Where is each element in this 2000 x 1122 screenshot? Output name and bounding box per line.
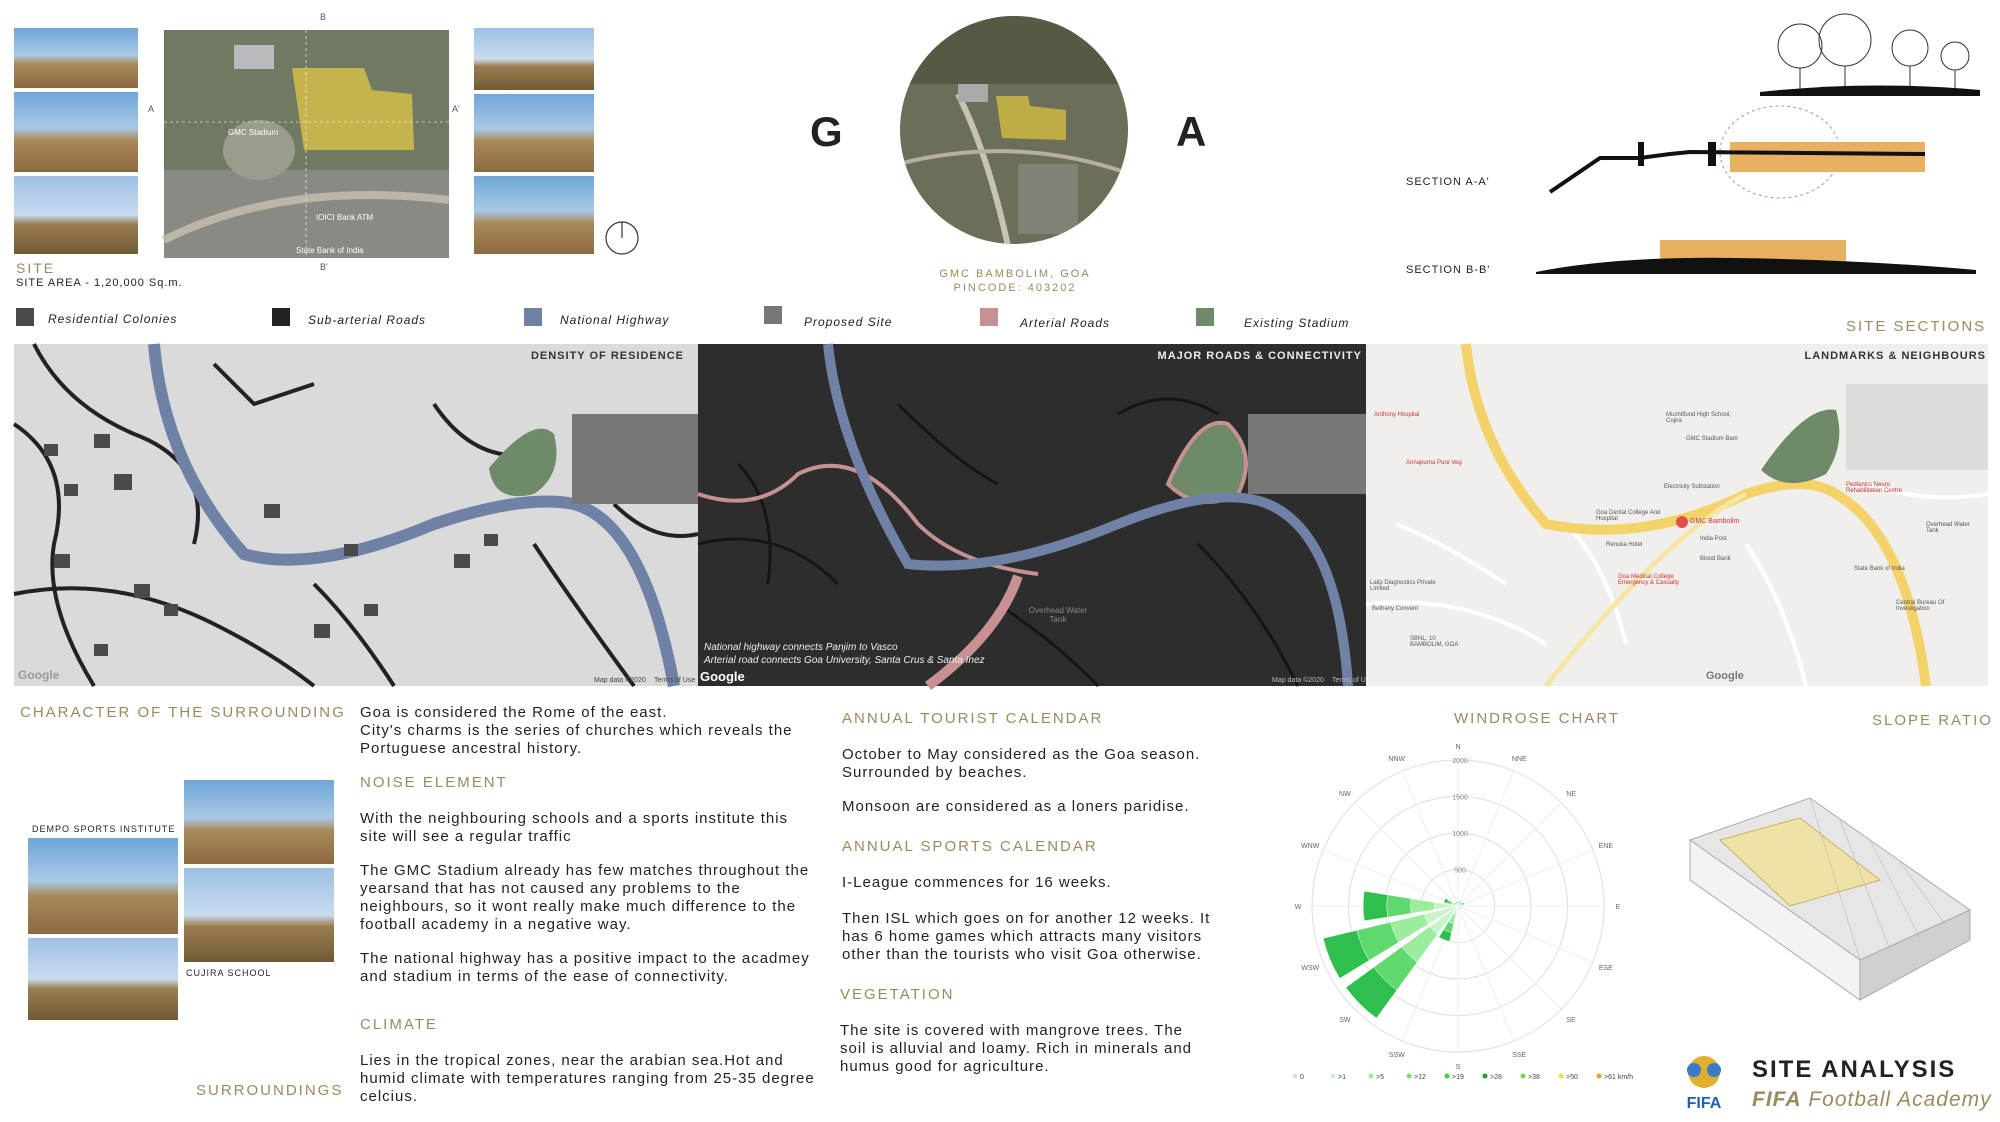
legend-label-highway: National Highway (560, 313, 670, 327)
windrose-direction-label: NW (1339, 790, 1351, 798)
intro-line-2: City's charms is the series of churches which reveals the Portuguese ancestral history. (360, 722, 793, 757)
tourist-p2: Monsoon are considered as a loners paridise. (842, 798, 1190, 815)
site-area: SITE AREA - 1,20,000 Sq.m. (16, 277, 183, 289)
site-photo-6 (474, 176, 594, 254)
brand-fifa: FIFA (1752, 1088, 1802, 1111)
landmark-bloodbank: Blood Bank (1700, 556, 1731, 562)
location-letter-a: A (1176, 108, 1207, 155)
slope-title: SLOPE RATIO (1872, 712, 1993, 729)
landmark-renuka: Renuka Hotel (1606, 542, 1643, 548)
legend-label-stadium: Existing Stadium (1244, 316, 1350, 330)
site-photo-5 (474, 94, 594, 172)
noise-p2: The GMC Stadium already has few matches throughout the yearsand that has not caused any problems to the neighbours, so it wont really make much difference to the football academy in a negative way. (360, 862, 810, 933)
landmarks-google-logo: Google (1706, 670, 1744, 682)
sports-p1: I-League commences for 16 weeks. (842, 874, 1112, 891)
windrose-legend-label: >5 (1376, 1074, 1384, 1081)
climate-p: Lies in the tropical zones, near the arabian sea.Hot and humid climate with temperatures ranging from 25-35 degree celcius. (360, 1052, 815, 1105)
legend-label-arterial: Arterial Roads (1020, 316, 1111, 330)
landmark-lalip: Lalip Diagnostics Private Limited (1370, 580, 1436, 592)
trees-sketch (1760, 14, 1980, 96)
location-pincode: PINCODE: 403202 (953, 282, 1077, 294)
windrose-legend-swatch (1445, 1074, 1450, 1079)
marker-b-bottom: B' (320, 262, 328, 272)
windrose-legend-swatch (1559, 1074, 1564, 1079)
site-photo-4 (474, 28, 594, 90)
sports-p2: Then ISL which goes on for another 12 weeks. It has 6 home games which attracts many visitors other than the tourists who visit Goa otherwise. (842, 910, 1211, 963)
landmark-school: Mushtifund High School, Cujira (1666, 412, 1732, 424)
windrose-spoke (1402, 771, 1458, 906)
section-aa-label: SECTION A-A' (1406, 176, 1490, 188)
landmark-bethany: Bethany Convent (1372, 606, 1419, 612)
windrose-direction-label: NNE (1511, 756, 1527, 764)
windrose-legend-swatch (1407, 1074, 1412, 1079)
legend-swatch-residential (16, 308, 34, 326)
landmark-sbnl: SBNL, 10 BAMBOLIM, GOA (1410, 636, 1459, 648)
legend-swatch-stadium (1196, 308, 1214, 326)
windrose-ring-label: 500 (1454, 867, 1466, 875)
windrose-spoke (1458, 906, 1561, 1009)
windrose-direction-label: SE (1566, 1017, 1576, 1025)
tourist-p1: October to May considered as the Goa season. Surrounded by beaches. (842, 746, 1201, 781)
marker-a-right: A' (452, 104, 460, 114)
satellite-label-stadium: GMC Stadium (228, 128, 279, 137)
noise-p3: The national highway has a positive impact to the acadmey and stadium in terms of the ease of connectivity. (360, 950, 810, 985)
cujira-photo-2 (184, 868, 334, 962)
windrose-direction-label: NE (1566, 790, 1577, 798)
windrose-legend-swatch (1483, 1074, 1488, 1079)
landmark-dental: Goa Dental College And Hospital (1596, 510, 1661, 522)
windrose-legend-swatch (1369, 1074, 1374, 1079)
intro-text (360, 704, 820, 758)
fifa-logo-icon (1672, 1054, 1736, 1112)
roads-google-logo: Google (700, 669, 745, 684)
surrounding-photo-3 (28, 938, 178, 1020)
site-label: SITE (16, 260, 56, 276)
section-aa-drawing (1540, 100, 1930, 200)
legend-swatch-arterial (980, 308, 998, 326)
landmark-gmc: GMC Bambolim (1690, 518, 1740, 525)
windrose-legend-swatch (1521, 1074, 1526, 1079)
location-letter-g: G (810, 108, 843, 155)
marker-b-top: B (320, 12, 327, 22)
density-map-svg (14, 344, 698, 686)
roads-caption-2: Arterial road connects Goa University, Santa Crus & Santa Inez (704, 655, 985, 666)
windrose-legend-swatch (1597, 1074, 1602, 1079)
windrose-legend-label: >19 (1452, 1074, 1464, 1081)
roads-caption-1: National highway connects Panjim to Vasco (704, 642, 898, 653)
cujira-photo-1 (184, 780, 334, 864)
section-bb-drawing (1536, 236, 1976, 278)
climate-title: CLIMATE (360, 1016, 438, 1033)
landmark-post: India Post (1700, 536, 1727, 542)
landmark-gmc-emergency: Goa Medical College Emergency & Casualty (1618, 574, 1680, 586)
landmark-substation: Electricity Substation (1664, 484, 1720, 490)
windrose-spoke (1355, 803, 1458, 906)
roads-water-tank: Overhead Water Tank (1028, 606, 1088, 624)
windrose-direction-label: WNW (1301, 842, 1320, 850)
landmark-annapurna: Annapurna Pure Veg (1406, 460, 1462, 466)
legend-label-proposed: Proposed Site (804, 315, 893, 329)
windrose-direction-label: ENE (1598, 842, 1614, 850)
surroundings-footer: SURROUNDINGS (196, 1082, 344, 1099)
surroundings-label-cujira: CUJIRA SCHOOL (186, 968, 272, 978)
density-google-logo: Google (18, 668, 60, 682)
windrose-direction-label: WSW (1301, 965, 1320, 973)
legend-label-subarterial: Sub-arterial Roads (308, 313, 427, 327)
windrose-legend-label: >38 (1528, 1074, 1540, 1081)
windrose-direction-label: W (1294, 904, 1302, 911)
density-map-title: DENSITY OF RESIDENCE (530, 350, 684, 362)
vegetation-title: VEGETATION (840, 986, 955, 1003)
fifa-logo-text: FIFA (1686, 1095, 1722, 1112)
windrose-direction-label: S (1455, 1064, 1461, 1071)
marker-a-left: A (148, 104, 155, 114)
site-satellite-map (164, 30, 449, 258)
windrose-direction-label: ESE (1598, 965, 1613, 973)
surroundings-title: CHARACTER OF THE SURROUNDING (20, 704, 346, 721)
windrose-legend-label: >1 (1338, 1074, 1346, 1081)
roads-map-title: MAJOR ROADS & CONNECTIVITY (1157, 350, 1362, 362)
site-sections-title: SITE SECTIONS (1846, 318, 1987, 335)
north-arrow-icon (604, 220, 640, 256)
density-terms: Terms of Use (654, 677, 696, 684)
windrose-direction-label: E (1615, 904, 1621, 911)
windrose-legend-label: >61 km/h (1604, 1074, 1633, 1081)
windrose-direction-label: N (1455, 744, 1461, 751)
brand-subtitle-line (1752, 1088, 1992, 1112)
windrose-title: WINDROSE CHART (1454, 710, 1621, 727)
windrose-legend-swatch (1293, 1074, 1298, 1079)
tourist-title: ANNUAL TOURIST CALENDAR (842, 710, 1104, 727)
windrose-legend-swatch (1331, 1074, 1336, 1079)
site-photo-2 (14, 92, 138, 172)
site-photo-1 (14, 28, 138, 88)
windrose-spoke (1458, 906, 1593, 962)
brand-subtitle: Football Academy (1808, 1088, 1992, 1111)
site-satellite-svg (164, 30, 449, 258)
density-credit: Map data ©2020 (594, 677, 646, 684)
landmarks-map (1366, 344, 1988, 686)
windrose-direction-label: SSE (1512, 1051, 1527, 1059)
windrose-ring-label: 2000 (1452, 758, 1468, 765)
roads-map-svg (698, 344, 1366, 686)
windrose-direction-label: SW (1339, 1017, 1351, 1025)
landmark-anthony: Anthony Hospital (1374, 412, 1420, 418)
legend-swatch-proposed (764, 306, 782, 324)
windrose-legend-label: 0 (1300, 1074, 1304, 1081)
location-circle-map (898, 14, 1130, 246)
windrose-spoke (1458, 850, 1593, 906)
density-map (14, 344, 698, 686)
roads-map (698, 344, 1366, 686)
windrose-spoke (1458, 906, 1514, 1041)
intro-line-1: Goa is considered the Rome of the east. (360, 704, 668, 721)
windrose-spoke (1458, 803, 1561, 906)
windrose-ring-label: 1000 (1452, 831, 1468, 838)
brand-title: SITE ANALYSIS (1752, 1056, 1957, 1083)
surroundings-label-dempo: DEMPO SPORTS INSTITUTE (32, 824, 176, 834)
site-photo-3 (14, 176, 138, 254)
landmark-stadium: GMC Stadium Bam (1686, 436, 1738, 442)
windrose-legend-label: >50 (1566, 1074, 1578, 1081)
landmarks-map-title: LANDMARKS & NEIGHBOURS (1804, 350, 1986, 362)
legend-swatch-subarterial (272, 308, 290, 326)
satellite-label-icici: IOICI Bank ATM (316, 213, 374, 222)
landmark-rehab: Pedianics Neuro Rehabilitation Centre (1846, 482, 1903, 494)
dempo-photo (28, 838, 178, 934)
windrose-legend-label: >12 (1414, 1074, 1426, 1081)
location-name: GMC BAMBOLIM, GOA (939, 268, 1091, 280)
slope-3d-model (1660, 790, 1980, 1010)
legend-label-residential: Residential Colonies (48, 312, 178, 326)
noise-p1: With the neighbouring schools and a sports institute this site will see a regular traffic (360, 810, 789, 845)
landmark-watertank: Overhead Water Tank (1926, 522, 1970, 534)
landmark-cbi: Central Bureau Of Investigation (1896, 600, 1945, 612)
landmarks-map-svg (1366, 344, 1988, 686)
legend-swatch-highway (524, 308, 542, 326)
windrose-legend-label: >28 (1490, 1074, 1502, 1081)
windrose-direction-label: SSW (1388, 1051, 1405, 1059)
noise-title: NOISE ELEMENT (360, 774, 508, 791)
windrose-ring-label: 1500 (1452, 794, 1468, 802)
windrose-direction-label: NNW (1388, 756, 1406, 764)
windrose-chart (1290, 742, 1633, 1092)
sports-title: ANNUAL SPORTS CALENDAR (842, 838, 1098, 855)
section-bb-label: SECTION B-B' (1406, 264, 1491, 276)
landmark-sbi: State Bank of India (1854, 566, 1905, 572)
roads-credit: Map data ©2020 (1272, 677, 1324, 684)
vegetation-p: The site is covered with mangrove trees. The soil is alluvial and loamy. Rich in minerals and humus good for agriculture. (840, 1022, 1193, 1075)
roads-terms: Terms of U (1332, 677, 1366, 684)
windrose-spoke (1458, 771, 1514, 906)
satellite-label-sbi: State Bank of India (296, 246, 364, 255)
